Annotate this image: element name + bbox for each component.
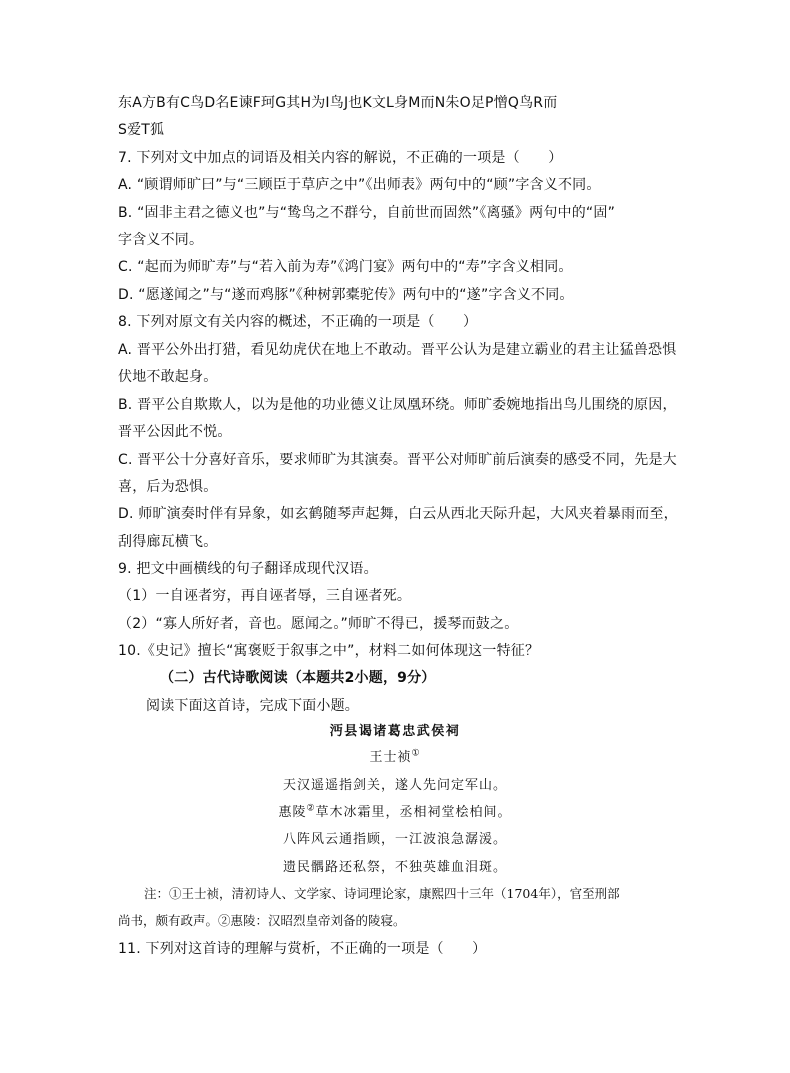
question-7-stem: 7. 下列对文中加点的词语及相关内容的解说，不正确的一项是（ ） bbox=[118, 150, 563, 166]
question-8-stem: 8. 下列对原文有关内容的概述，不正确的一项是（ ） bbox=[118, 314, 478, 330]
question-8-option-a-cont: 伏地不敢起身。 bbox=[118, 369, 218, 385]
question-8-option-b-cont: 晋平公因此不悦。 bbox=[118, 424, 232, 440]
question-7-option-c: C. “起而为师旷寿”与“若入前为寿”《鸿门宴》两句中的“寿”字含义相同。 bbox=[118, 259, 573, 275]
question-7-option-d: D. “愿遂闻之”与“遂而鸡豚”《种树郭橐驼传》两句中的“遂”字含义不同。 bbox=[118, 287, 574, 303]
question-7-option-a: A. “顾谓师旷曰”与“三顾臣于草庐之中”《出师表》两句中的“顾”字含义不同。 bbox=[118, 177, 601, 193]
poem-note: 注：①王士祯，清初诗人、文学家、诗词理论家，康熙四十三年（1704年），官至刑部 bbox=[144, 886, 620, 901]
question-9-stem: 9. 把文中画横线的句子翻译成现代汉语。 bbox=[118, 561, 378, 577]
poem-author: 王士祯① bbox=[369, 748, 421, 765]
question-7-option-b: B. “固非主君之德义也”与“鸷鸟之不群兮，自前世而固然”《离骚》两句中的“固” bbox=[118, 205, 616, 221]
poem-line-4: 遗民髃路还私祭，不独英雄血泪斑。 bbox=[282, 860, 507, 875]
question-8-option-a: A. 晋平公外出打猎，看见幼虎伏在地上不敢动。晋平公认为是建立霸业的君主让猛兽恐惧 bbox=[118, 342, 677, 358]
question-8-option-d-cont: 刮得廊瓦横飞。 bbox=[118, 534, 218, 550]
answer-options-line: 东A方B有C鸟D名E谏F珂G其H为I鸟J也K文L身M而N朱O足P憎Q鸟R而 bbox=[118, 95, 558, 111]
instruction: 阅读下面这首诗，完成下面小题。 bbox=[146, 698, 359, 714]
poem-line-1: 天汉遥遥指剑关，遂人先问定军山。 bbox=[282, 778, 507, 793]
footnote-marker: ② bbox=[306, 803, 316, 814]
question-8-option-b: B. 晋平公自欺欺人，以为是他的功业德义让凤凰环绕。师旷委婉地指出鸟儿围绕的原因， bbox=[118, 397, 677, 413]
question-8-option-c-cont: 喜，后为恐惧。 bbox=[118, 479, 218, 495]
question-9-item-1: （1）一自诬者穷，再自诬者辱，三自诬者死。 bbox=[118, 588, 412, 604]
question-10: 10.《史记》擅长“寓褒贬于叙事之中”，材料二如何体现这一特征？ bbox=[118, 643, 540, 659]
answer-options-line-cont: S爱T狐 bbox=[118, 122, 165, 138]
poem-title: 沔县谒诸葛忠武侯祠 bbox=[329, 724, 461, 739]
footnote-marker: ① bbox=[411, 748, 421, 759]
section-title: （二）古代诗歌阅读（本题共2小题，9分） bbox=[160, 670, 436, 686]
question-11-stem: 11. 下列对这首诗的理解与赏析，不正确的一项是（ ） bbox=[118, 941, 487, 957]
question-9-item-2: （2）“寡人所好者，音也。愿闻之。”师旷不得已，援琴而鼓之。 bbox=[118, 616, 519, 632]
question-8-option-c: C. 晋平公十分喜好音乐，要求师旷为其演奏。晋平公对师旷前后演奏的感受不同，先是大 bbox=[118, 452, 677, 468]
poem-line-3: 八阵风云通指顾，一江波浪急潺湲。 bbox=[282, 832, 507, 847]
poem-note-cont: 尚书，颇有政声。②惠陵：汉昭烈皇帝刘备的陵寝。 bbox=[118, 913, 406, 928]
question-7-option-b-cont: 字含义不同。 bbox=[118, 232, 204, 248]
poem-line-2: 惠陵②草木冰霜里，丞相祠堂桧柏间。 bbox=[278, 803, 512, 820]
question-8-option-d: D. 师旷演奏时伴有异象，如玄鹤随琴声起舞，白云从西北天际升起，大风夹着暴雨而至， bbox=[118, 506, 678, 522]
